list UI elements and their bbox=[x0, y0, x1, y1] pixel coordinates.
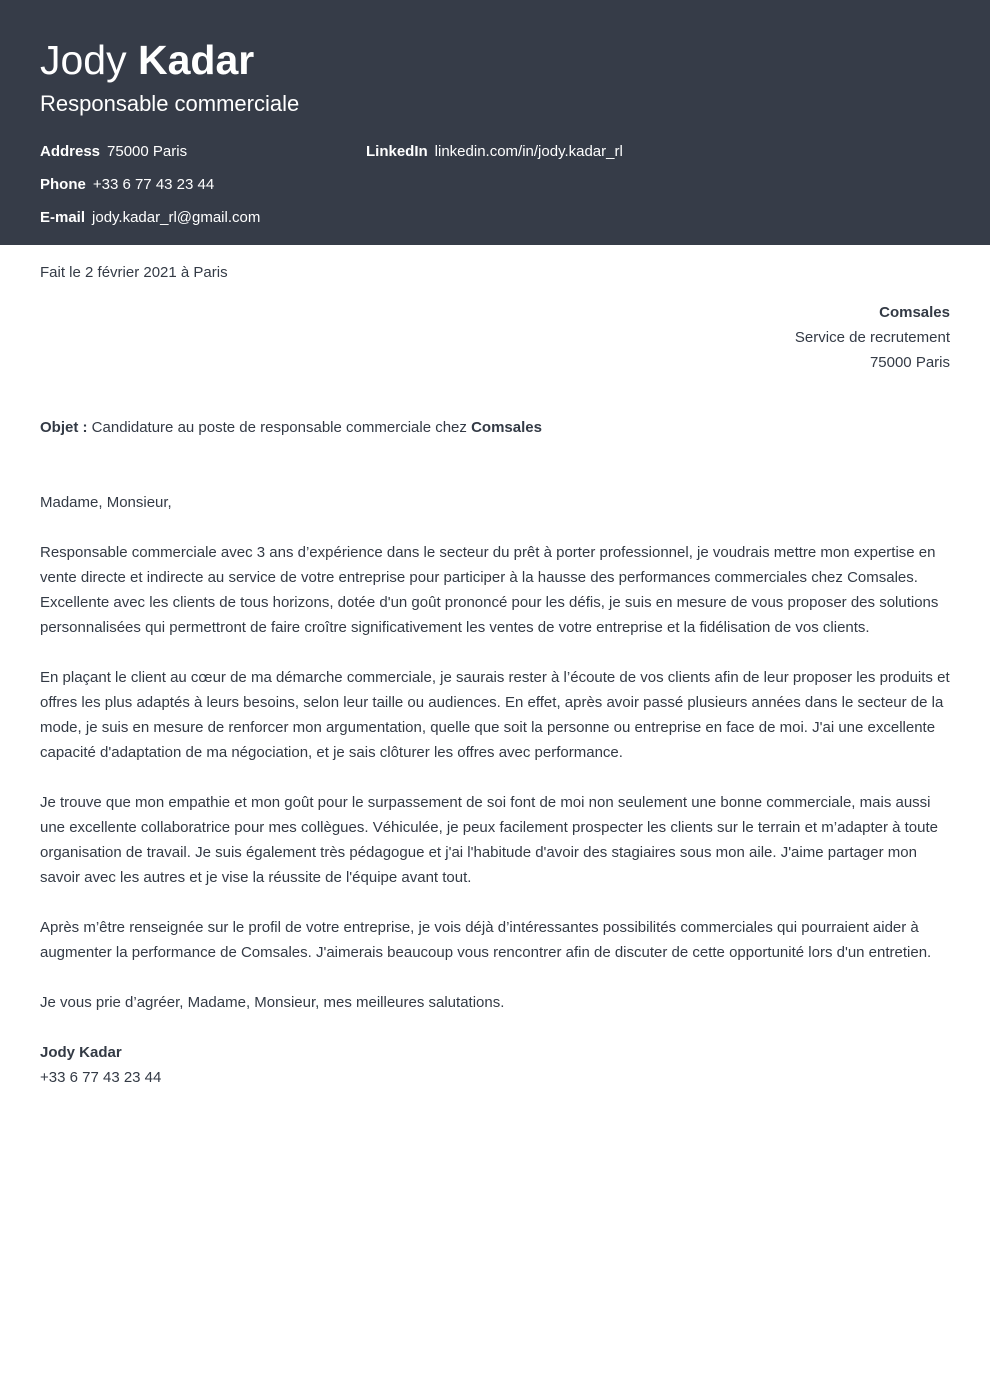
email-label: E-mail bbox=[40, 209, 86, 226]
contact-email bbox=[40, 208, 260, 228]
linkedin-value[interactable]: linkedin.com/in/jody.kadar_rl bbox=[434, 143, 623, 160]
subject-company: Comsales bbox=[471, 419, 542, 436]
letter-subject bbox=[40, 415, 952, 440]
job-title: Responsable commerciale bbox=[40, 91, 300, 116]
first-name: Jody bbox=[40, 37, 127, 83]
contact-linkedin bbox=[366, 142, 623, 162]
recipient-block bbox=[795, 300, 950, 375]
salutation: Madame, Monsieur, bbox=[40, 494, 172, 511]
paragraph-3: Je trouve que mon empathie et mon goût pour le surpassement de soi font de moi non seulement une bonne commerciale, mais aussi une excellente collaboratrice pour mes collègues. Véhiculée, je peux facilement prospecter les clients sur le terrain et m’adapter à toute organisation de travail. Je suis également très pédagogue et j'ai l'habitude d'avoir des stagiaires sous mon aile. J'aime partager mon savoir avec les autres et je vise la réussite de l'équipe avant tout. bbox=[40, 794, 938, 886]
closing-line: Je vous prie d’agréer, Madame, Monsieur, mes meilleures salutations. bbox=[40, 994, 505, 1011]
phone-value: +33 6 77 43 23 44 bbox=[92, 176, 215, 193]
signature-name: Jody Kadar bbox=[40, 1044, 122, 1061]
phone-label: Phone bbox=[40, 176, 86, 193]
recipient-city: 75000 Paris bbox=[869, 354, 950, 371]
last-name: Kadar bbox=[138, 37, 255, 83]
header-banner bbox=[0, 0, 990, 245]
paragraph-4: Après m’être renseignée sur le profil de votre entreprise, je vois déjà d’intéressantes possibilités commerciales qui pourraient aider à augmenter la performance de Comsales. J'aimerais beaucoup vous rencontrer afin de discuter de cette opportunité lors d'un entretien. bbox=[40, 919, 932, 961]
paragraph-1: Responsable commerciale avec 3 ans d’expérience dans le secteur du prêt à porter professionnel, je voudrais mettre mon expertise en vente directe et indirecte au service de votre entreprise pour participer à la hausse des performances commerciales chez Comsales. Excellente avec les clients de tous horizons, dotée d'un goût prononcé pour les défis, je suis en mesure de vous proposer des solutions personnalisées qui permettront de faire croître significativement les ventes de votre entreprise et la fidélisation de vos clients. bbox=[40, 544, 939, 636]
contact-phone bbox=[40, 175, 214, 195]
email-value[interactable]: jody.kadar_rl@gmail.com bbox=[92, 209, 261, 226]
linkedin-label: LinkedIn bbox=[366, 143, 428, 160]
signature-block bbox=[40, 1040, 952, 1090]
subject-label: Objet : bbox=[40, 419, 88, 436]
address-value: 75000 Paris bbox=[107, 143, 188, 160]
recipient-department: Service de recrutement bbox=[794, 329, 950, 346]
signature-phone: +33 6 77 43 23 44 bbox=[40, 1069, 162, 1086]
recipient-company: Comsales bbox=[879, 304, 950, 321]
applicant-name bbox=[40, 36, 254, 84]
subject-text: Candidature au poste de responsable commerciale chez bbox=[91, 419, 467, 436]
letter-date: Fait le 2 février 2021 à Paris bbox=[40, 264, 228, 281]
address-label: Address bbox=[40, 143, 101, 160]
paragraph-2: En plaçant le client au cœur de ma démarche commerciale, je saurais rester à l’écoute de vos clients afin de leur proposer les produits et offres les plus adaptés à leurs besoins, selon leur taille ou audiences. En effet, après avoir passé plusieurs années dans le secteur de la mode, je suis en mesure de renforcer mon argumentation, quelle que soit la personne ou entreprise en face de moi. J'ai une excellente capacité d'adaptation de ma négociation, et je sais clôturer les offres avec performance. bbox=[40, 669, 950, 761]
contact-address bbox=[40, 142, 187, 162]
